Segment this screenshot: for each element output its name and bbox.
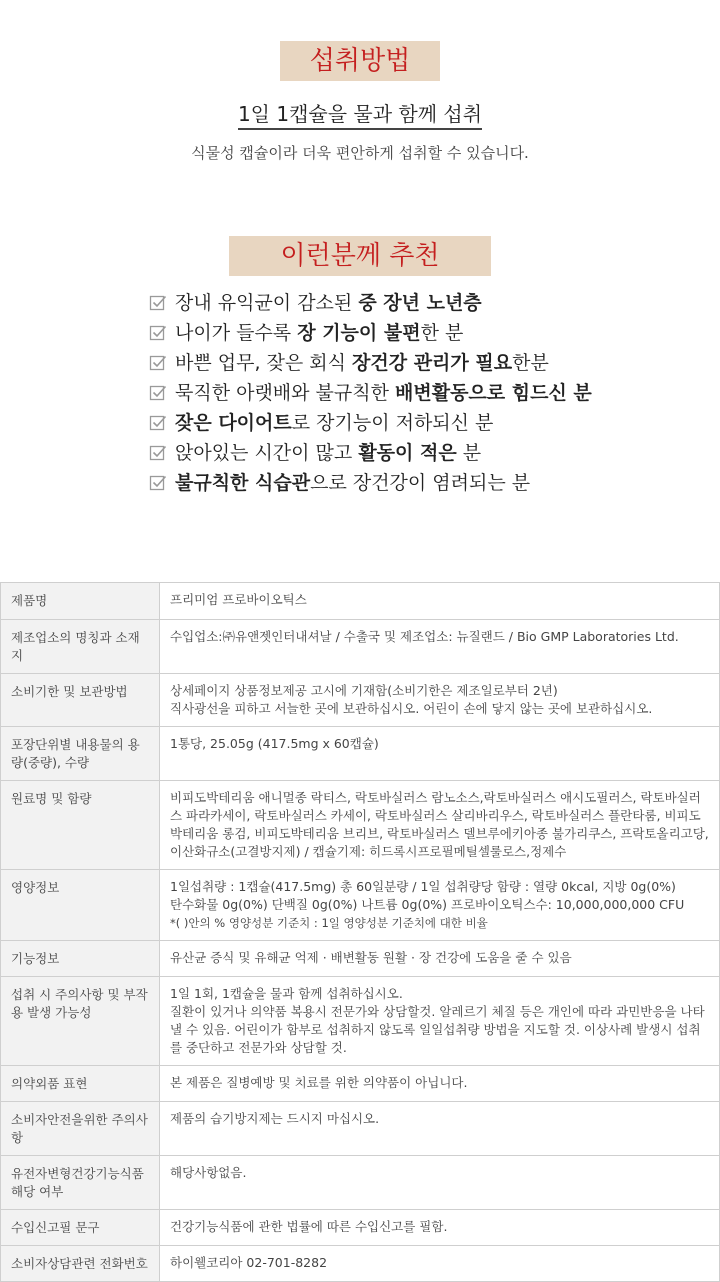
info-value-line: 질환이 있거나 의약품 복용시 전문가와 상담할것. 알레르기 체질 등은 개인에 따라 과민반응을 나타낼 수 있음. 어린이가 함부로 섭취하지 않도록 일일섭취량 방법을 지도할 것. 이상사례 발생시 섭취를 중단하고 전문가와 상담할 것. — [170, 1004, 705, 1055]
checkbox-check-icon — [149, 324, 167, 342]
info-label: 소비자안전을위한 주의사항 — [1, 1102, 160, 1156]
info-row — [1, 870, 720, 941]
intake-headline — [0, 98, 720, 127]
checkbox-check-icon — [149, 384, 167, 402]
info-value-line: 탄수화물 0g(0%) 단백질 0g(0%) 나트륨 0g(0%) 프로바이오틱스수: 10,000,000,000 CFU — [170, 897, 685, 912]
info-value-line: 프리미엄 프로바이오틱스 — [170, 592, 307, 607]
info-value-line: 비피도박테리움 애니멀종 락티스, 락토바실러스 람노소스,락토바실러스 애시도필러스, 락토바실러스 파라카세이, 락토바실러스 카세이, 락토바실러스 살리바리우스, 락토바실러스 플란타룸, 비피도박테리움 롱검, 비피도박테리움 브리브, 락토바실러스 델브루에키아종 불가리쿠스, 프락토올리고당, — [170, 790, 709, 841]
recommend-item — [149, 438, 592, 468]
info-value — [160, 870, 720, 941]
checkbox-check-icon — [149, 474, 167, 492]
info-row — [1, 1102, 720, 1156]
recommend-item-pre: 장내 유익균이 감소된 — [175, 292, 359, 314]
info-value-line: 해당사항없음. — [170, 1165, 247, 1180]
recommend-item-highlight: 활동이 적은 — [358, 442, 457, 464]
info-value — [160, 977, 720, 1066]
section-title-intake: 섭취방법 — [280, 41, 440, 81]
info-value-line: 본 제품은 질병예방 및 치료를 위한 의약품이 아닙니다. — [170, 1075, 468, 1090]
info-value — [160, 583, 720, 620]
info-value — [160, 1246, 720, 1282]
info-value — [160, 1210, 720, 1246]
checkbox-check-icon — [149, 354, 167, 372]
intake-subline: 식물성 캡슐이라 더욱 편안하게 섭취할 수 있습니다. — [191, 144, 529, 162]
info-value-line: 건강기능식품에 관한 법률에 따른 수입신고를 필함. — [170, 1219, 448, 1234]
recommend-item-highlight: 잦은 다이어트 — [175, 412, 292, 434]
recommend-item — [149, 378, 592, 408]
info-value-line: 하이웰코리아 02-701-8282 — [170, 1255, 328, 1270]
info-row — [1, 1246, 720, 1282]
info-row — [1, 727, 720, 781]
info-value-line: 1통당, 25.05g (417.5mg x 60캡슐) — [170, 736, 379, 751]
info-row — [1, 1156, 720, 1210]
recommend-item-pre: 앉아있는 시간이 많고 — [175, 442, 359, 464]
info-value-line: 1일 1회, 1캡슐을 물과 함께 섭취하십시오. — [170, 986, 403, 1001]
info-value-line: 상세페이지 상품정보제공 고시에 기재함(소비기한은 제조일로부터 2년) — [170, 683, 558, 698]
recommend-item-post: 로 장기능이 저하되신 분 — [291, 412, 494, 434]
recommend-item — [149, 348, 592, 378]
info-row — [1, 583, 720, 620]
info-value — [160, 674, 720, 727]
info-value-line: 수입업소:㈜유앤젯인터내셔날 / 수출국 및 제조업소: 뉴질랜드 / Bio GMP Laboratories Ltd. — [170, 629, 679, 644]
recommend-item — [149, 408, 592, 438]
recommend-item-pre: 나이가 들수록 — [175, 322, 298, 344]
recommend-item — [149, 288, 592, 318]
info-row — [1, 1066, 720, 1102]
info-value-line: 직사광선을 피하고 서늘한 곳에 보관하십시오. 어린이 손에 닿지 않는 곳에 보관하십시오. — [170, 701, 653, 716]
recommend-item-post: 으로 장건강이 염려되는 분 — [310, 472, 531, 494]
recommend-item-post: 한 분 — [420, 322, 464, 344]
checkbox-check-icon — [149, 414, 167, 432]
info-value — [160, 1066, 720, 1102]
recommend-item-highlight: 배변활동으로 힘드신 분 — [395, 382, 592, 404]
info-value-line: 유산균 증식 및 유해균 억제 · 배변활동 원활 · 장 건강에 도움을 줄 수 있음 — [170, 950, 572, 965]
info-value-line: 제품의 습기방지제는 드시지 마십시오. — [170, 1111, 380, 1126]
info-row — [1, 977, 720, 1066]
info-label: 제품명 — [1, 583, 160, 620]
info-label: 유전자변형건강기능식품 해당 여부 — [1, 1156, 160, 1210]
recommend-list — [149, 288, 592, 498]
info-value-line: 1일섭취량 : 1캡슐(417.5mg) 총 60일분량 / 1일 섭취량당 함량 : 열량 0kcal, 지방 0g(0%) — [170, 879, 676, 894]
info-value — [160, 781, 720, 870]
recommend-item-post: 한분 — [512, 352, 549, 374]
info-value — [160, 941, 720, 977]
recommend-item — [149, 318, 592, 348]
info-row — [1, 1210, 720, 1246]
info-label: 소비자상담관련 전화번호 — [1, 1246, 160, 1282]
info-label: 영양정보 — [1, 870, 160, 941]
recommend-item-highlight: 장건강 관리가 필요 — [352, 352, 513, 374]
product-info-table — [0, 582, 720, 1282]
info-value — [160, 727, 720, 781]
info-value-line: 이산화규소(고결방지제) / 캡슐기제: 히드록시프로필메틸셀룰로스,정제수 — [170, 844, 567, 859]
recommend-item-pre: 묵직한 아랫배와 불규칙한 — [175, 382, 396, 404]
recommend-item — [149, 468, 592, 498]
nutrition-note: *( )안의 % 영양성분 기준치 : 1일 영양성분 기준치에 대한 비율 — [170, 916, 488, 930]
info-label: 의약외품 표현 — [1, 1066, 160, 1102]
recommend-item-post: 분 — [456, 442, 482, 464]
section-title-recommend: 이런분께 추천 — [229, 236, 491, 276]
checkbox-check-icon — [149, 444, 167, 462]
info-row — [1, 781, 720, 870]
info-label: 제조업소의 명칭과 소재지 — [1, 620, 160, 674]
info-value — [160, 620, 720, 674]
recommend-item-pre: 바쁜 업무, 잦은 회식 — [175, 352, 353, 374]
recommend-item-highlight: 중 장년 노년층 — [358, 292, 482, 314]
recommend-item-highlight: 불규칙한 식습관 — [175, 472, 311, 494]
info-value — [160, 1156, 720, 1210]
info-label: 포장단위별 내용물의 용량(중량), 수량 — [1, 727, 160, 781]
info-label: 원료명 및 함량 — [1, 781, 160, 870]
info-value — [160, 1102, 720, 1156]
info-label: 수입신고필 문구 — [1, 1210, 160, 1246]
info-label: 기능정보 — [1, 941, 160, 977]
info-row — [1, 620, 720, 674]
info-label: 섭취 시 주의사항 및 부작용 발생 가능성 — [1, 977, 160, 1066]
recommend-item-highlight: 장 기능이 불편 — [297, 322, 421, 344]
info-row — [1, 941, 720, 977]
intake-headline-text: 1일 1캡슐을 물과 함께 섭취 — [238, 102, 482, 130]
checkbox-check-icon — [149, 294, 167, 312]
info-label: 소비기한 및 보관방법 — [1, 674, 160, 727]
info-row — [1, 674, 720, 727]
